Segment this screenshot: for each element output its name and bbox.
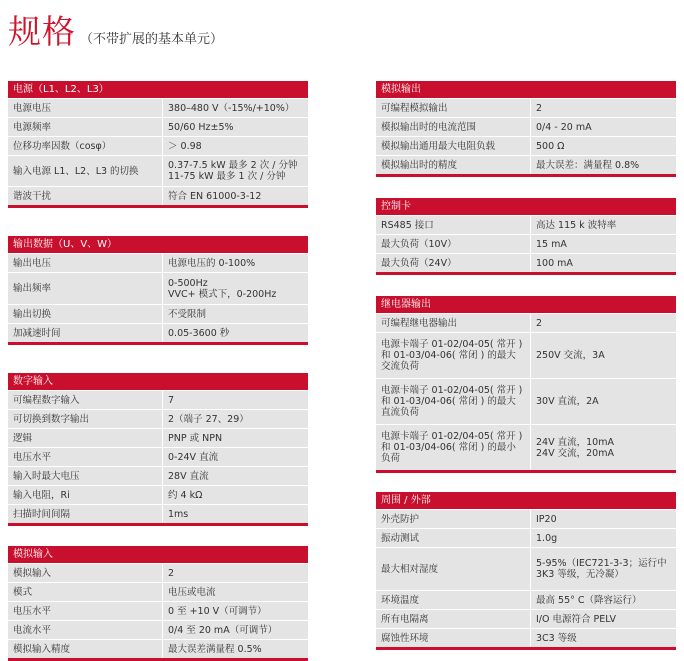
page-title <box>8 6 223 53</box>
spec-value: 1ms <box>168 508 189 520</box>
spec-value: 约 4 kΩ <box>168 489 203 501</box>
section-header: 模拟输入 <box>8 546 308 563</box>
spec-row <box>376 136 676 155</box>
spec-label: 输出电压 <box>8 254 163 272</box>
spec-row <box>8 98 308 117</box>
spec-value: 7 <box>168 394 175 406</box>
spec-row <box>8 272 308 304</box>
spec-label: 电流水平 <box>8 621 163 639</box>
spec-label: 模拟输入精度 <box>8 640 163 658</box>
spec-label: 输入电阻，Ri <box>8 486 163 504</box>
spec-row <box>8 304 308 323</box>
spec-row <box>8 323 308 342</box>
spec-value: 最高 55° C（降容运行） <box>536 594 642 606</box>
spec-value: ＞ 0.98 <box>168 140 202 152</box>
spec-label: 模拟输出时的精度 <box>376 156 531 174</box>
spec-value: 0 至 +10 V（可调节） <box>168 605 267 617</box>
spec-value: 0/4 - 20 mA <box>536 121 592 133</box>
title-main: 规格 <box>8 12 76 51</box>
spec-row <box>376 528 676 547</box>
spec-value: 2（端子 27、29） <box>168 413 249 425</box>
spec-value: 高达 115 k 波特率 <box>536 219 617 231</box>
spec-row <box>376 253 676 272</box>
section-header: 继电器输出 <box>376 296 676 313</box>
spec-row <box>376 332 676 378</box>
analog-output-table <box>376 81 676 177</box>
spec-value: 3C3 等级 <box>536 632 577 644</box>
spec-row <box>376 609 676 628</box>
spec-row <box>376 509 676 528</box>
spec-label: 模式 <box>8 583 163 601</box>
spec-row <box>8 639 308 658</box>
spec-label: 位移功率因数（cosφ） <box>8 137 163 155</box>
title-subtitle: （不带扩展的基本单元） <box>80 32 224 47</box>
spec-value: 不受限制 <box>168 308 207 320</box>
spec-row <box>8 117 308 136</box>
section-header: 控制卡 <box>376 198 676 215</box>
spec-label: 可编程继电器输出 <box>376 314 531 332</box>
spec-label: 逻辑 <box>8 429 163 447</box>
analog-input-table <box>8 546 308 661</box>
control-card-table <box>376 198 676 275</box>
spec-value: 2 <box>536 102 543 114</box>
section-header: 周围 / 外部 <box>376 492 676 509</box>
spec-value: I/O 电源符合 PELV <box>536 613 616 625</box>
spec-label: 可切换到数字输出 <box>8 410 163 428</box>
spec-row <box>8 186 308 205</box>
spec-row <box>8 390 308 409</box>
spec-row <box>376 155 676 174</box>
spec-label: 扫描时间间隔 <box>8 505 163 523</box>
spec-value: 0-500Hz VVC+ 模式下，0-200Hz <box>168 277 277 300</box>
spec-label: 电源卡端子 01-02/04-05( 常开 ) 和 01-03/04-06( 常闭 ) 的最小 负荷 <box>376 425 531 470</box>
section-header: 输出数据（U、V、W） <box>8 236 308 253</box>
spec-label: 可编程模拟输出 <box>376 99 531 117</box>
spec-row <box>376 98 676 117</box>
spec-value: 电压或电流 <box>168 586 216 598</box>
spec-label: 电源卡端子 01-02/04-05( 常开 ) 和 01-03/04-06( 常闭 ) 的最大 交流负荷 <box>376 333 531 378</box>
spec-row <box>8 563 308 582</box>
spec-row <box>8 620 308 639</box>
spec-value: 0.05-3600 秒 <box>168 327 230 339</box>
spec-value: 0/4 至 20 mA（可调节） <box>168 624 278 636</box>
spec-value: 28V 直流 <box>168 470 209 482</box>
spec-row <box>8 466 308 485</box>
spec-value: 380–480 V（-15%/+10%） <box>168 102 295 114</box>
spec-row <box>376 590 676 609</box>
spec-row <box>376 547 676 590</box>
section-header: 数字输入 <box>8 373 308 390</box>
spec-label: 模拟输出时的电流范围 <box>376 118 531 136</box>
spec-value: PNP 或 NPN <box>168 432 223 444</box>
spec-label: 外壳防护 <box>376 510 531 528</box>
spec-label: 输出频率 <box>8 273 163 304</box>
spec-label: 电压水平 <box>8 602 163 620</box>
spec-row <box>8 136 308 155</box>
spec-label: 最大相对湿度 <box>376 548 531 590</box>
spec-value: 30V 直流，2A <box>536 396 599 407</box>
spec-row <box>376 628 676 647</box>
spec-value: 0.37-7.5 kW 最多 2 次 / 分钟 11-75 kW 最多 1 次 / 分钟 <box>168 160 298 182</box>
spec-value: 50/60 Hz±5% <box>168 121 234 133</box>
spec-label: 输入时最大电压 <box>8 467 163 485</box>
spec-row <box>8 447 308 466</box>
spec-value: 2 <box>536 317 543 329</box>
spec-label: 模拟输入 <box>8 564 163 582</box>
spec-row <box>376 378 676 424</box>
spec-value: 500 Ω <box>536 140 565 152</box>
section-header: 模拟输出 <box>376 81 676 98</box>
spec-row <box>376 234 676 253</box>
spec-value: 250V 交流，3A <box>536 350 605 361</box>
spec-row <box>8 155 308 186</box>
spec-value: 1.0g <box>536 532 558 544</box>
spec-label: 可编程数字输入 <box>8 391 163 409</box>
spec-row <box>8 504 308 523</box>
spec-value: 15 mA <box>536 238 567 250</box>
spec-label: 腐蚀性环境 <box>376 629 531 647</box>
spec-row <box>8 601 308 620</box>
spec-value: IP20 <box>536 513 557 525</box>
spec-label: 输出切换 <box>8 305 163 323</box>
spec-label: 输入电源 L1、L2、L3 的切换 <box>8 156 163 186</box>
spec-label: 加减速时间 <box>8 324 163 342</box>
spec-row <box>8 409 308 428</box>
spec-value: 2 <box>168 567 175 579</box>
spec-value: 电源电压的 0-100% <box>168 257 256 269</box>
section-header: 电源（L1、L2、L3） <box>8 81 308 98</box>
spec-value: 最大误差：满量程 0.8% <box>536 159 640 171</box>
output-table <box>8 236 308 345</box>
spec-row <box>376 215 676 234</box>
digital-input-table <box>8 373 308 526</box>
spec-label: 最大负荷（10V） <box>376 235 531 253</box>
spec-row <box>8 253 308 272</box>
spec-row <box>376 117 676 136</box>
spec-label: RS485 接口 <box>376 216 531 234</box>
spec-value: 最大误差满量程 0.5% <box>168 643 262 655</box>
spec-value: 0-24V 直流 <box>168 451 219 463</box>
spec-value: 24V 直流，10mA 24V 交流，20mA <box>536 436 614 459</box>
spec-label: 所有电隔离 <box>376 610 531 628</box>
relay-output-table <box>376 296 676 473</box>
spec-label: 模拟输出通用最大电阻负载 <box>376 137 531 155</box>
spec-row <box>8 582 308 601</box>
spec-row <box>8 428 308 447</box>
spec-row <box>376 313 676 332</box>
power-table <box>8 81 308 208</box>
spec-value: 5-95%（IEC721-3-3；运行中 3K3 等级，无冷凝） <box>536 558 667 580</box>
spec-label: 最大负荷（24V） <box>376 254 531 272</box>
spec-row <box>8 485 308 504</box>
spec-label: 电源频率 <box>8 118 163 136</box>
spec-label: 电源卡端子 01-02/04-05( 常开 ) 和 01-03/04-06( 常闭 ) 的最大 直流负荷 <box>376 379 531 424</box>
environment-table <box>376 492 676 650</box>
spec-value: 符合 EN 61000-3-12 <box>168 190 262 202</box>
spec-label: 环境温度 <box>376 591 531 609</box>
spec-label: 电源电压 <box>8 99 163 117</box>
spec-value: 100 mA <box>536 257 573 269</box>
spec-label: 谐波干扰 <box>8 187 163 205</box>
spec-label: 振动测试 <box>376 529 531 547</box>
spec-label: 电压水平 <box>8 448 163 466</box>
spec-row <box>376 424 676 470</box>
